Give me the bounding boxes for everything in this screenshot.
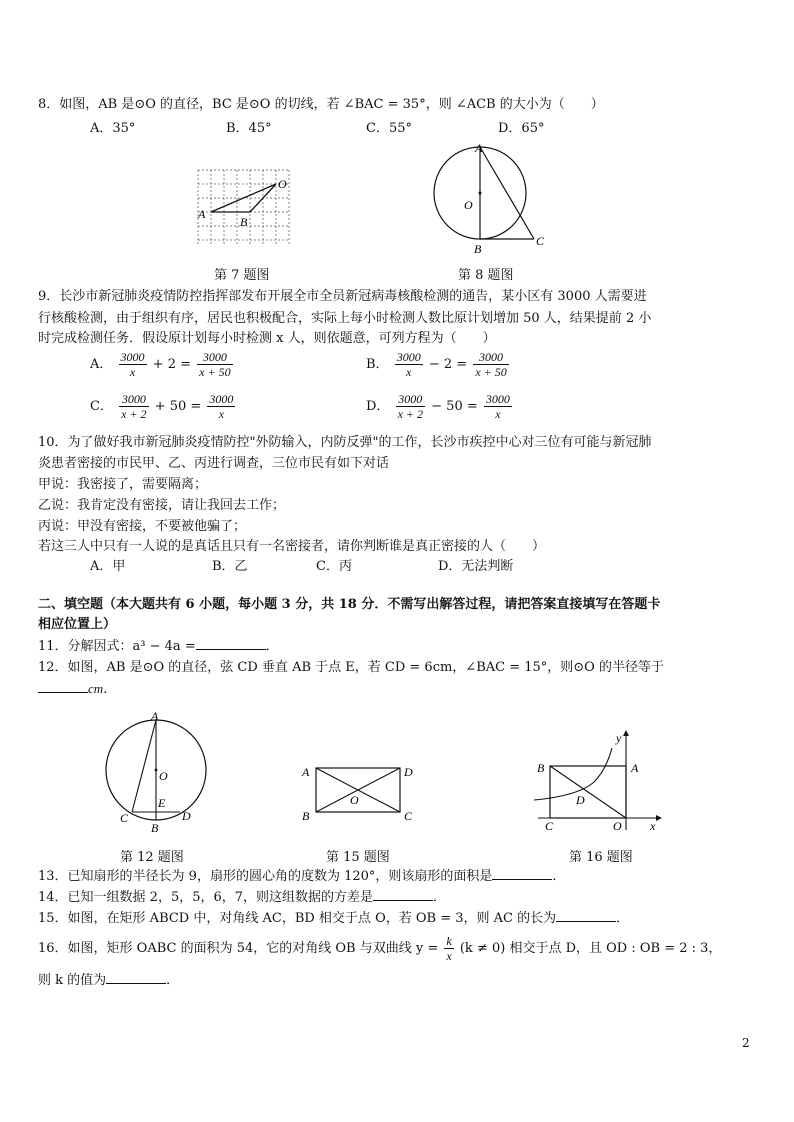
- denominator: x + 50: [199, 365, 231, 379]
- q8-stem: 8．如图，AB 是⊙O 的直径，BC 是⊙O 的切线，若 ∠BAC = 35°，则 ∠ACB 的大小为（ ）: [38, 97, 604, 112]
- q9-option-c: [90, 392, 237, 421]
- q10-option-d: D．无法判断: [438, 559, 514, 574]
- q9-option-b: [366, 350, 511, 379]
- q10-line-5: 丙说：甲没有密接，不要被他骗了；: [38, 519, 247, 534]
- q13-text: 13．已知扇形的半径长为 9，扇形的圆心角的度数为 120°，则该扇形的面积是: [38, 869, 493, 884]
- operator: + 50 =: [154, 399, 202, 414]
- q12-line-1: 12．如图，AB 是⊙O 的直径，弦 CD 垂直 AB 于点 E，若 CD = 6cm，∠BAC = 15°，则⊙O 的半径等于: [38, 660, 664, 675]
- figure-16: [528, 730, 668, 834]
- fig12-label-e: E: [158, 796, 166, 810]
- q15-end: ．: [616, 911, 630, 926]
- option-label: B．: [366, 357, 389, 372]
- q9-option-a: [90, 350, 235, 379]
- answer-blank[interactable]: [373, 900, 433, 901]
- fraction-left: [396, 392, 425, 421]
- q16-text: 16．如图，矩形 OABC 的面积为 54，它的对角线 OB 与双曲线 y =: [38, 941, 439, 956]
- operator: + 2 =: [152, 357, 191, 372]
- numerator: 3000: [473, 350, 508, 365]
- fig12-label-a: A: [151, 709, 159, 723]
- q13: [38, 868, 565, 886]
- q9-option-d: [366, 392, 514, 421]
- denominator: x: [406, 365, 412, 379]
- fig15-label-a: A: [302, 765, 310, 779]
- numerator: 3000: [119, 392, 148, 407]
- q10-line-3: 甲说：我密接了，需要隔离；: [38, 477, 208, 492]
- answer-blank[interactable]: [106, 983, 166, 984]
- q16-text-cont: (k ≠ 0) 相交于点 D，且 OD : OB = 2 : 3，: [459, 941, 722, 956]
- q11: [38, 638, 279, 656]
- fig8-label-a: A: [475, 143, 483, 155]
- fraction-right: [473, 350, 508, 379]
- fig12-label-o: O: [159, 769, 168, 783]
- denominator: x: [495, 407, 501, 421]
- denominator: x + 50: [475, 365, 507, 379]
- q11-text: 11．分解因式：a³ − 4a =: [38, 639, 196, 654]
- fraction-right: [197, 350, 232, 379]
- option-label: D．: [366, 399, 390, 414]
- fig12-label-c: C: [120, 811, 129, 825]
- numerator: 3000: [120, 350, 145, 364]
- fraction-left: [119, 392, 148, 421]
- figure-12: [100, 708, 212, 834]
- q8-option-b: B．45°: [226, 121, 272, 136]
- q12-line-2: [38, 680, 116, 699]
- q10-option-b: B．乙: [212, 559, 248, 574]
- q16-line-2: [38, 972, 179, 990]
- fig7-label-a: A: [198, 207, 206, 221]
- denominator: x: [446, 949, 452, 963]
- fig16-label-b: B: [537, 761, 545, 775]
- fig12-label-b: B: [151, 821, 159, 834]
- q15: [38, 910, 629, 928]
- fraction-right: [207, 392, 235, 421]
- fig7-label-o: O: [278, 177, 287, 191]
- fig15-caption: 第 15 题图: [326, 850, 390, 865]
- answer-blank[interactable]: [196, 649, 266, 650]
- fig15-label-c: C: [404, 809, 413, 823]
- q14-text: 14．已知一组数据 2，5，5，6，7，则这组数据的方差是: [38, 890, 374, 905]
- answer-blank[interactable]: [492, 879, 552, 880]
- numerator: 3000: [396, 392, 425, 407]
- fig8-label-o: O: [464, 198, 473, 212]
- q10-option-a: A．甲: [90, 559, 126, 574]
- denominator: x + 2: [121, 407, 147, 421]
- q10-line-2: 炎患者密接的市民甲、乙、丙进行调查，三位市民有如下对话: [38, 456, 390, 471]
- q16-fraction: [444, 934, 453, 963]
- q9-line-3: 时完成检测任务．假设原计划每小时检测 x 人，则依题意，可列方程为（ ）: [38, 331, 496, 346]
- q8-option-d: D．65°: [498, 121, 545, 136]
- numerator: 3000: [197, 350, 232, 365]
- fig16-label-o: O: [613, 819, 622, 833]
- section-2-heading: 二、填空题（本大题共有 6 小题，每小题 3 分，共 18 分．不需写出解答过程，请把答案直接填写在答题卡: [38, 597, 661, 612]
- fig12-label-d: D: [182, 809, 191, 823]
- fig16-label-x: x: [650, 819, 656, 833]
- q14: [38, 889, 446, 907]
- q16-end: ．: [166, 973, 180, 988]
- answer-blank[interactable]: [556, 921, 616, 922]
- fraction-left: [119, 350, 147, 379]
- q13-end: ．: [552, 869, 566, 884]
- q9-line-2: 行核酸检测，由于组织有序，居民也积极配合，实际上每小时检测人数比原计划增加 50 人，结果提前 2 小: [38, 311, 652, 326]
- q10-line-1: 10．为了做好我市新冠肺炎疫情防控"外防输入，内防反弹"的工作，长沙市疾控中心对三位有可能与新冠肺: [38, 435, 652, 450]
- option-label: A．: [90, 357, 113, 372]
- q9-line-1: 9．长沙市新冠肺炎疫情防控指挥部发布开展全市全员新冠病毒核酸检测的通告，某小区有 3000 人需要进: [38, 289, 647, 304]
- figure-7: [190, 168, 300, 248]
- operator: − 50 =: [431, 399, 478, 414]
- q16-line-1: [38, 934, 721, 963]
- denominator: x: [129, 365, 136, 379]
- fraction-right: [484, 392, 512, 421]
- q10-option-c: C．丙: [316, 559, 352, 574]
- q16-text-2: 则 k 的值为: [38, 973, 107, 988]
- fig16-label-y: y: [616, 731, 622, 745]
- page-number: 2: [742, 1036, 750, 1050]
- section-2-heading-cont: 相应位置上）: [38, 617, 117, 632]
- numerator: 3000: [209, 392, 234, 406]
- q14-end: ．: [433, 890, 447, 905]
- figure-15: [296, 760, 420, 826]
- fig16-label-d: D: [576, 793, 585, 807]
- denominator: x: [218, 407, 225, 421]
- fig15-label-o: O: [350, 793, 359, 807]
- q10-line-6: 若这三人中只有一人说的是真话且只有一名密接者，请你判断谁是真正密接的人（ ）: [38, 539, 546, 554]
- fig15-label-d: D: [404, 765, 413, 779]
- q11-end: ．: [265, 639, 279, 654]
- numerator: 3000: [485, 392, 510, 406]
- answer-blank[interactable]: [38, 692, 88, 693]
- numerator: k: [446, 934, 452, 948]
- fig8-label-c: C: [536, 234, 545, 248]
- denominator: x + 2: [397, 407, 424, 421]
- fig8-label-b: B: [474, 242, 482, 255]
- option-label: C．: [90, 399, 113, 414]
- fig16-label-a: A: [631, 761, 639, 775]
- q12-unit: cm．: [88, 681, 117, 696]
- q8-option-a: A．35°: [90, 121, 136, 136]
- q8-option-c: C．55°: [366, 121, 412, 136]
- fig16-label-c: C: [545, 819, 554, 833]
- operator: − 2 =: [428, 357, 468, 372]
- q15-text: 15．如图，在矩形 ABCD 中，对角线 AC，BD 相交于点 O，若 OB = 3，则 AC 的长为: [38, 911, 557, 926]
- fig15-label-b: B: [302, 809, 310, 823]
- fig7-caption: 第 7 题图: [214, 268, 270, 283]
- fig12-caption: 第 12 题图: [120, 850, 184, 865]
- fig7-label-b: B: [240, 215, 248, 229]
- figure-8: [430, 143, 560, 255]
- numerator: 3000: [396, 350, 421, 364]
- fig16-caption: 第 16 题图: [569, 850, 633, 865]
- fig8-caption: 第 8 题图: [458, 268, 514, 283]
- q10-line-4: 乙说：我肯定没有密接，请让我回去工作；: [38, 498, 286, 513]
- fraction-left: [395, 350, 423, 379]
